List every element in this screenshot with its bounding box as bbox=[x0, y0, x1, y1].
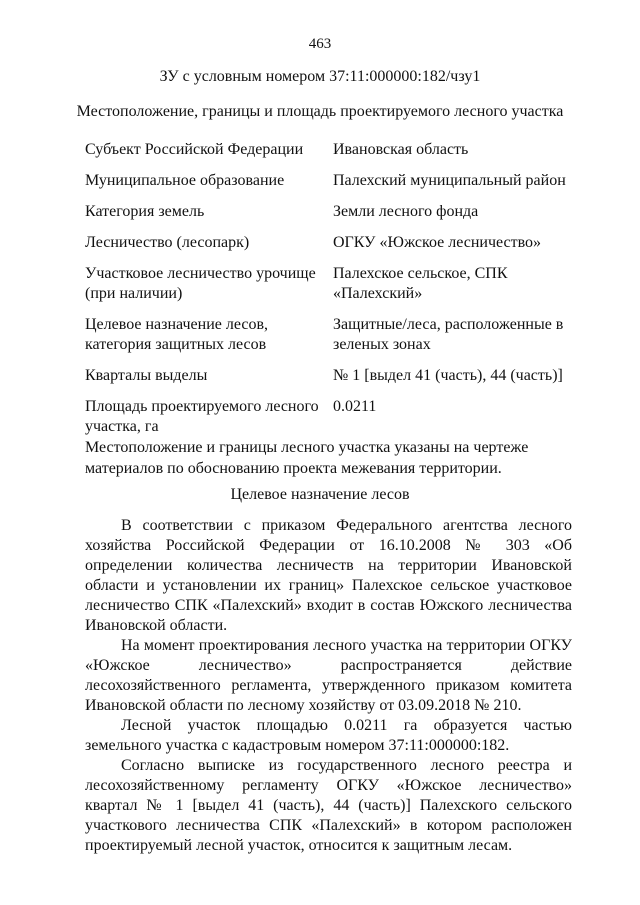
table-row bbox=[85, 171, 575, 202]
table-row bbox=[85, 366, 575, 397]
row-label: Категория земель bbox=[85, 203, 205, 220]
table-row bbox=[85, 202, 575, 233]
row-value: Палехский муниципальный район bbox=[333, 172, 566, 189]
row-value: № 1 [выдел 41 (часть), 44 (часть)] bbox=[333, 367, 563, 384]
row-value: Земли лесного фонда bbox=[333, 203, 479, 220]
plot-info-table bbox=[85, 140, 575, 448]
row-value: Защитные/леса, расположенные в зеленых зонах bbox=[333, 316, 564, 353]
row-value: Ивановская область bbox=[333, 141, 469, 158]
location-note: Местоположение и границы лесного участка указаны на чертеже материалов по обоснованию проекта межевания территории. bbox=[85, 439, 529, 477]
row-label: Целевое назначение лесов, категория защитных лесов bbox=[85, 316, 269, 353]
table-row bbox=[85, 140, 575, 171]
row-value: 0.0211 bbox=[333, 398, 377, 415]
row-label: Участковое лесничество урочище (при наличии) bbox=[85, 265, 316, 302]
page-number: 463 bbox=[308, 36, 332, 52]
body-text bbox=[85, 516, 572, 856]
purpose-title: Целевое назначение лесов bbox=[230, 486, 410, 503]
plot-title: ЗУ с условным номером 37:11:000000:182/чзу1 bbox=[159, 68, 481, 85]
section-title: Местоположение, границы и площадь проектируемого лесного участка bbox=[76, 103, 564, 120]
row-label: Кварталы выделы bbox=[85, 367, 208, 384]
row-value: ОГКУ «Южское лесничество» bbox=[333, 234, 542, 251]
table-row bbox=[85, 264, 575, 315]
paragraph: Согласно выписке из государственного лесного реестра и лесохозяйственному регламенту ОГКУ «Южское лесничество» квартал № 1 [выдел 41 (часть), 44 (часть)] Палехского сельского участкового лесничества СПК «Палехский» в котором расположен проектируемый лесной участок, относится к защитным лесам. bbox=[85, 757, 572, 854]
table-row bbox=[85, 315, 575, 366]
row-label: Субъект Российской Федерации bbox=[85, 141, 304, 158]
row-value: Палехское сельское, СПК «Палехский» bbox=[333, 265, 508, 302]
table-row bbox=[85, 233, 575, 264]
row-label: Муниципальное образование bbox=[85, 172, 285, 189]
paragraph: В соответствии с приказом Федерального агентства лесного хозяйства Российской Федерации от 16.10.2008 № 303 «Об определении количества лесничеств на территории Ивановской области и установлении их границ» Палехское сельское участковое лесничество СПК «Палехский» входит в состав Южского лесничества Ивановской области. bbox=[85, 517, 572, 634]
row-label: Площадь проектируемого лесного участка, га bbox=[85, 398, 319, 435]
paragraph: На момент проектирования лесного участка на территории ОГКУ «Южское лесничество» распространяется действие лесохозяйственного регламента, утвержденного приказом комитета Ивановской области по лесному хозяйству от 03.09.2018 № 210. bbox=[85, 637, 572, 714]
paragraph: Лесной участок площадью 0.0211 га образуется частью земельного участка с кадастровым номером 37:11:000000:182. bbox=[85, 717, 572, 754]
row-label: Лесничество (лесопарк) bbox=[85, 234, 250, 251]
